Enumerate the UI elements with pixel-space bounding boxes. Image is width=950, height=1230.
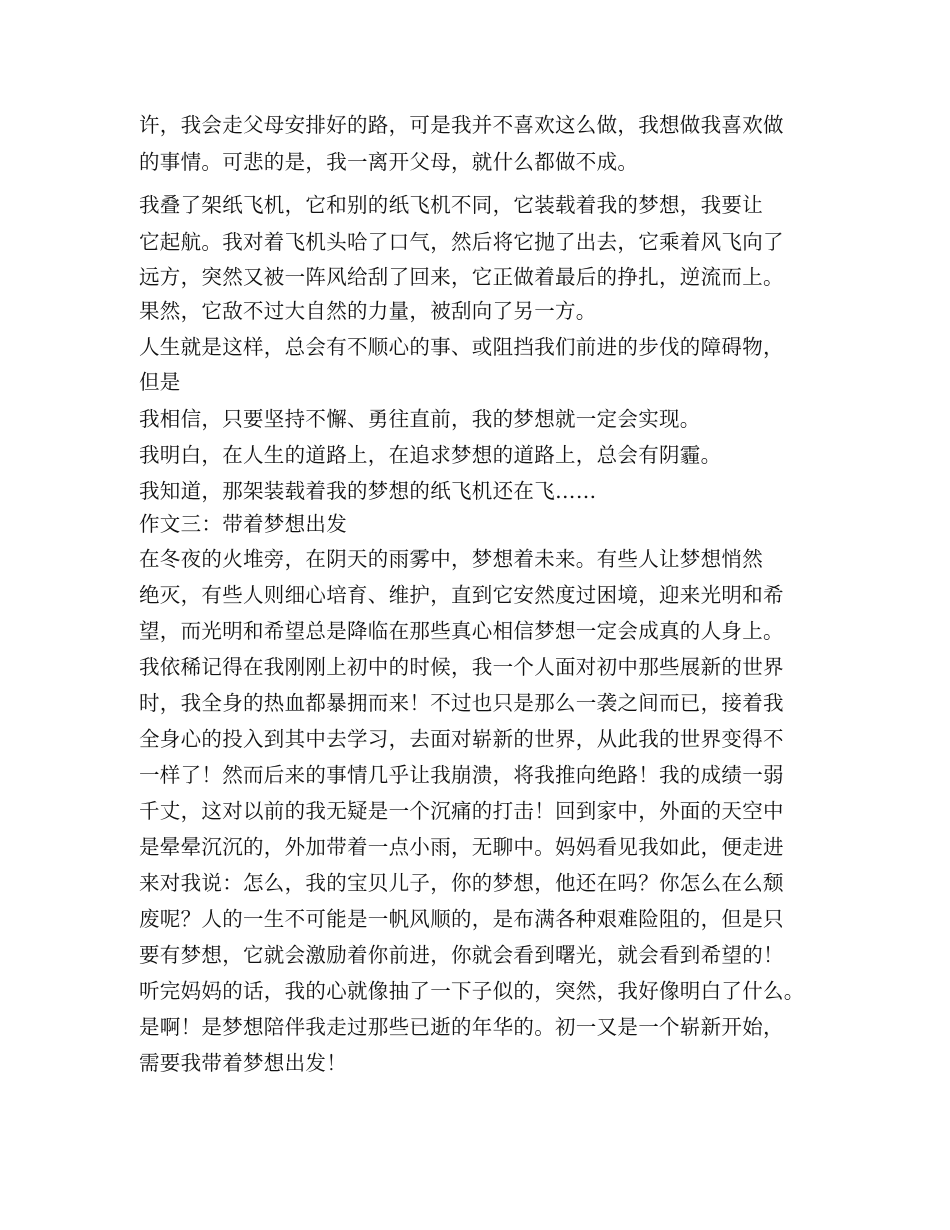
text-line: 废呢？人的一生不可能是一帆风顺的，是布满各种艰难险阻的，但是只 — [139, 907, 784, 931]
text-line: 是晕晕沉沉的，外加带着一点小雨，无聊中。妈妈看见我如此，便走进 — [139, 835, 784, 859]
text-line: 听完妈妈的话，我的心就像抽了一下子似的，突然，我好像明白了什么。 — [139, 979, 805, 1003]
section-heading: 作文三：带着梦想出发 — [139, 512, 347, 536]
text-line: 要有梦想，它就会激励着你前进，你就会看到曙光，就会看到希望的！ — [139, 943, 784, 967]
text-line: 在冬夜的火堆旁，在阴天的雨雾中，梦想着未来。有些人让梦想悄然 — [139, 547, 763, 571]
text-line: 许，我会走父母安排好的路，可是我并不喜欢这么做，我想做我喜欢做 — [139, 113, 784, 137]
text-line: 时，我全身的热血都暴拥而来！不过也只是那么一袭之间而已，接着我 — [139, 691, 784, 715]
text-line: 千丈，这对以前的我无疑是一个沉痛的打击！回到家中，外面的天空中 — [139, 799, 784, 823]
text-line: 它起航。我对着飞机头哈了口气，然后将它抛了出去，它乘着风飞向了 — [139, 230, 784, 254]
text-line: 果然，它敌不过大自然的力量，被刮向了另一方。 — [139, 299, 597, 323]
text-line: 是啊！是梦想陪伴我走过那些已逝的年华的。初一又是一个崭新开始， — [139, 1015, 784, 1039]
text-line: 我依稀记得在我刚刚上初中的时候，我一个人面对初中那些展新的世界 — [139, 655, 784, 679]
text-line: 的事情。可悲的是，我一离开父母，就什么都做不成。 — [139, 150, 639, 174]
text-line: 需要我带着梦想出发！ — [139, 1051, 347, 1075]
text-line: 但是 — [139, 370, 181, 394]
text-line: 全身心的投入到其中去学习，去面对崭新的世界，从此我的世界变得不 — [139, 727, 784, 751]
text-line: 我相信，只要坚持不懈、勇往直前，我的梦想就一定会实现。 — [139, 407, 701, 431]
text-line: 一样了！然而后来的事情几乎让我崩溃，将我推向绝路！我的成绩一弱 — [139, 763, 784, 787]
text-line: 我明白，在人生的道路上，在追求梦想的道路上，总会有阴霾。 — [139, 443, 722, 467]
text-line: 我知道，那架装载着我的梦想的纸飞机还在飞…… — [139, 479, 597, 503]
text-line: 来对我说：怎么，我的宝贝儿子，你的梦想，他还在吗？你怎么在么颓 — [139, 871, 784, 895]
text-line: 人生就是这样，总会有不顺心的事、或阻挡我们前进的步伐的障碍物， — [139, 335, 784, 359]
text-line: 我叠了架纸飞机，它和别的纸飞机不同，它装载着我的梦想，我要让 — [139, 193, 763, 217]
text-line: 望，而光明和希望总是降临在那些真心相信梦想一定会成真的人身上。 — [139, 619, 784, 643]
text-line: 远方，突然又被一阵风给刮了回来，它正做着最后的挣扎，逆流而上。 — [139, 265, 784, 289]
text-line: 绝灭，有些人则细心培育、维护，直到它安然度过困境，迎来光明和希 — [139, 583, 784, 607]
